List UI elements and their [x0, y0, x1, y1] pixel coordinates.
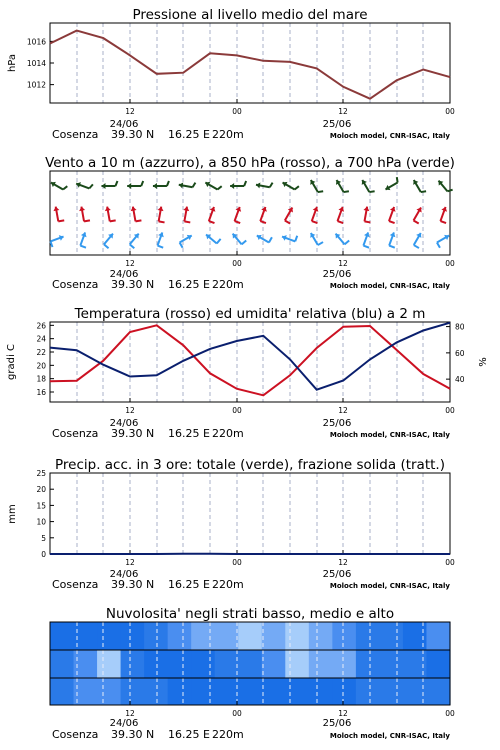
location-name: Cosenza — [52, 728, 99, 741]
wind-barb-feather — [269, 237, 272, 242]
cloud-cell — [332, 650, 356, 678]
wind-barb-head — [363, 207, 369, 211]
x-tick-label: 00 — [232, 107, 242, 116]
date-label: 25/06 — [322, 718, 352, 729]
precip-title: Precip. acc. in 3 ore: totale (verde), frazione solida (tratt.) — [55, 457, 445, 473]
cloud-cell — [332, 678, 356, 705]
cloud-cell — [262, 622, 286, 650]
wind-barb — [105, 207, 116, 222]
x-tick-label: 00 — [232, 709, 242, 718]
location-lat: 39.30 N — [111, 278, 155, 291]
location-name: Cosenza — [52, 128, 99, 141]
cloud-cell — [97, 678, 121, 705]
wind-barb — [131, 207, 142, 222]
model-credit: Moloch model, CNR-ISAC, Italy — [329, 431, 450, 439]
location-name: Cosenza — [52, 427, 99, 440]
cloud-cell — [168, 622, 192, 650]
wind-barb — [363, 207, 370, 223]
cloud-cell — [285, 678, 309, 705]
y-tick-label: 0 — [41, 550, 46, 559]
location-lat: 39.30 N — [111, 728, 155, 741]
humidity-ylabel: % — [478, 357, 489, 367]
cloud-cell — [97, 622, 121, 650]
wind-barb-feather — [180, 243, 183, 248]
cloud-cell — [238, 650, 262, 678]
wind-barb — [230, 181, 246, 189]
x-tick-label: 12 — [338, 558, 348, 567]
wind-barb-feather — [344, 191, 349, 192]
wind-barb-head — [79, 207, 85, 211]
wind-barb — [440, 207, 447, 223]
x-tick-label: 00 — [445, 406, 455, 415]
location-name: Cosenza — [52, 278, 99, 291]
wind-barb — [389, 207, 396, 223]
cloud-cell — [262, 650, 286, 678]
y-tick-label: 25 — [36, 469, 46, 478]
cloud-cell — [309, 678, 333, 705]
wind-barb-feather — [217, 186, 221, 189]
x-tick-label: 12 — [338, 406, 348, 415]
x-tick-label: 12 — [338, 107, 348, 116]
location-alt: 220m — [212, 728, 244, 741]
y-tick-label: 24 — [36, 334, 46, 344]
cloud-title: Nuvolosita' negli strati basso, medio e alto — [105, 606, 395, 622]
wind-barb-head — [230, 183, 234, 189]
precip-ylabel: mm — [7, 504, 18, 524]
wind-barb-head — [256, 183, 260, 189]
location-alt: 220m — [212, 128, 244, 141]
wind-barb-feather — [421, 191, 426, 192]
y-tick-label: 1012 — [26, 80, 46, 90]
cloud-cell — [309, 650, 333, 678]
wind-barb-head — [153, 183, 157, 189]
wind-barb-feather — [84, 220, 90, 221]
cloud-cell — [379, 622, 403, 650]
location-lon: 16.25 E — [168, 728, 210, 741]
date-label: 24/06 — [109, 269, 139, 280]
wind-barb-head — [158, 207, 164, 211]
wind-barb-feather — [389, 221, 395, 223]
pressure-frame — [50, 23, 450, 103]
wind-barb — [183, 207, 190, 223]
model-credit: Moloch model, CNR-ISAC, Italy — [329, 582, 450, 590]
cloud-cell — [168, 650, 192, 678]
cloud-cell — [379, 650, 403, 678]
wind-barb-feather — [104, 244, 109, 248]
cloud-cell — [238, 678, 262, 705]
wind-barb-head — [105, 207, 111, 211]
pressure-ylabel: hPa — [7, 53, 18, 73]
precip-panel — [7, 457, 455, 591]
cloud-cell — [215, 650, 239, 678]
x-tick-label: 00 — [445, 709, 455, 718]
cloud-cell — [309, 622, 333, 650]
cloud-cell — [356, 678, 380, 705]
wind-barb-head — [183, 207, 189, 211]
x-tick-label: 00 — [232, 558, 242, 567]
y-tick-label: 80 — [455, 322, 465, 332]
wind-barb — [413, 180, 426, 192]
y-tick-label: 1016 — [26, 37, 46, 47]
model-credit: Moloch model, CNR-ISAC, Italy — [329, 282, 450, 290]
location-lat: 39.30 N — [111, 578, 155, 591]
temperature-frame — [50, 322, 450, 402]
y-tick-label: 26 — [36, 321, 46, 331]
wind-barb-feather — [447, 190, 452, 192]
wind-barb — [158, 232, 164, 247]
wind-barb-head — [127, 183, 131, 189]
cloud-cell — [144, 622, 168, 650]
cloud-cell — [191, 650, 215, 678]
wind-barb — [130, 234, 139, 249]
wind-barb — [53, 207, 64, 222]
wind-barb — [80, 232, 86, 247]
wind-barb-feather — [295, 186, 299, 189]
cloud-cell — [144, 650, 168, 678]
wind-barb — [206, 235, 221, 244]
wind-barb — [104, 234, 113, 249]
wind-barb-feather — [414, 245, 419, 248]
date-label: 24/06 — [109, 119, 139, 130]
wind-barb-feather — [50, 241, 52, 247]
wind-barb-feather — [437, 243, 440, 248]
wind-barb-feather — [184, 221, 190, 222]
wind-barb-feather — [345, 241, 350, 245]
wind-barb-feather — [364, 221, 370, 222]
wind-barb-feather — [440, 221, 446, 223]
y-tick-label: 20 — [36, 361, 46, 371]
y-tick-label: 22 — [36, 348, 46, 357]
location-lon: 16.25 E — [168, 427, 210, 440]
wind-barb — [363, 232, 369, 247]
humidity-line — [50, 323, 450, 390]
x-tick-label: 00 — [445, 558, 455, 567]
wind-barb — [414, 233, 422, 248]
wind-barb-feather — [285, 220, 290, 223]
wind-barb-feather — [318, 242, 323, 245]
date-label: 25/06 — [322, 418, 352, 429]
location-alt: 220m — [212, 427, 244, 440]
wind-barb-feather — [369, 191, 374, 192]
y-tick-label: 15 — [36, 501, 46, 511]
wind-barb — [79, 207, 90, 222]
y-tick-label: 18 — [36, 374, 46, 384]
cloud-cell — [97, 650, 121, 678]
wind-barb-feather — [338, 221, 344, 223]
wind-barb-feather — [115, 181, 117, 186]
wind-barb — [50, 235, 63, 247]
wind-barb-feather — [244, 181, 246, 186]
wind-title: Vento a 10 m (azzurro), a 850 hPa (rosso), a 700 hPa (verde) — [45, 155, 455, 171]
wind-barb — [235, 207, 242, 223]
x-tick-label: 12 — [125, 259, 135, 268]
wind-barb-feather — [193, 183, 196, 188]
wind-barb — [101, 181, 117, 189]
temperature-panel — [6, 306, 489, 440]
cloud-cell — [379, 678, 403, 705]
cloud-cell — [426, 650, 450, 678]
x-tick-label: 00 — [232, 259, 242, 268]
wind-barb — [233, 234, 247, 245]
wind-barb — [336, 234, 350, 245]
cloud-cell — [121, 650, 145, 678]
wind-barb-feather — [363, 246, 369, 248]
x-tick-label: 12 — [125, 406, 135, 415]
cloud-cell — [144, 678, 168, 705]
cloud-cell — [332, 622, 356, 650]
location-alt: 220m — [212, 278, 244, 291]
wind-barb — [336, 180, 349, 192]
x-tick-label: 12 — [338, 259, 348, 268]
cloud-cell — [50, 622, 74, 650]
wind-barb-feather — [159, 221, 165, 222]
cloud-cell — [356, 622, 380, 650]
y-tick-label: 40 — [455, 375, 465, 385]
y-tick-label: 16 — [36, 388, 46, 397]
wind-barb — [51, 182, 67, 190]
wind-barb-feather — [242, 241, 247, 245]
pressure-panel — [7, 7, 455, 141]
temperature-title: Temperatura (rosso) ed umidita' relativa (blu) a 2 m — [74, 306, 426, 322]
cloud-cell — [215, 622, 239, 650]
wind-barb-feather — [270, 183, 273, 188]
model-credit: Moloch model, CNR-ISAC, Italy — [329, 732, 450, 740]
y-tick-label: 20 — [36, 485, 46, 495]
y-tick-label: 5 — [41, 533, 46, 543]
wind-barb-feather — [167, 181, 169, 186]
wind-barb — [389, 232, 395, 247]
cloud-cell — [121, 622, 145, 650]
x-tick-label: 00 — [445, 259, 455, 268]
wind-barb-feather — [414, 220, 419, 223]
cloud-cell — [238, 622, 262, 650]
wind-barb — [179, 183, 196, 189]
wind-barb-feather — [397, 177, 398, 182]
wind-barb-feather — [141, 181, 143, 186]
wind-barb-feather — [89, 184, 93, 188]
wind-barb — [414, 208, 422, 224]
date-label: 24/06 — [109, 569, 139, 580]
cloud-cell — [121, 678, 145, 705]
cloud-cell — [50, 650, 74, 678]
cloud-cell — [191, 678, 215, 705]
wind-barb-feather — [389, 246, 395, 248]
location-lon: 16.25 E — [168, 278, 210, 291]
location-name: Cosenza — [52, 578, 99, 591]
location-lat: 39.30 N — [111, 427, 155, 440]
wind-barb — [158, 207, 165, 223]
cloud-cell — [191, 622, 215, 650]
x-tick-label: 00 — [232, 406, 242, 415]
temperature-ylabel: gradi C — [6, 344, 17, 380]
wind-barb — [385, 177, 397, 190]
x-tick-label: 12 — [338, 709, 348, 718]
wind-barb-feather — [58, 220, 64, 221]
cloud-cell — [285, 622, 309, 650]
precip-frame — [50, 473, 450, 554]
cloud-cell — [426, 622, 450, 650]
cloud-cell — [285, 650, 309, 678]
cloud-cell — [50, 678, 74, 705]
wind-barb-feather — [158, 246, 164, 248]
wind-barb — [153, 181, 169, 189]
cloud-panel — [50, 606, 455, 741]
wind-barb — [76, 182, 93, 188]
wind-barb-feather — [295, 236, 297, 242]
wind-barb — [283, 182, 299, 190]
wind-barb — [257, 235, 272, 243]
location-lon: 16.25 E — [168, 128, 210, 141]
cloud-cell — [215, 678, 239, 705]
x-tick-label: 12 — [125, 558, 135, 567]
wind-barb-feather — [217, 239, 221, 244]
cloud-cell — [356, 650, 380, 678]
cloud-cell — [262, 678, 286, 705]
wind-barb-feather — [136, 220, 142, 221]
wind-barb-feather — [235, 221, 241, 223]
wind-barb-feather — [260, 221, 266, 223]
wind-barb — [180, 235, 192, 248]
temperature-line — [50, 325, 450, 395]
y-tick-label: 10 — [36, 517, 46, 527]
location-alt: 220m — [212, 578, 244, 591]
date-label: 25/06 — [322, 119, 352, 130]
wind-barb-feather — [318, 191, 323, 192]
wind-barb — [260, 207, 267, 223]
wind-barb-feather — [80, 246, 86, 248]
wind-barb-head — [53, 207, 59, 211]
wind-barb-feather — [110, 220, 116, 221]
location-lon: 16.25 E — [168, 578, 210, 591]
wind-barb-feather — [63, 186, 67, 189]
pressure-title: Pressione al livello medio del mare — [132, 7, 368, 23]
y-tick-label: 1014 — [26, 59, 46, 68]
wind-barb — [362, 180, 375, 192]
wind-barb — [437, 235, 449, 248]
model-credit: Moloch model, CNR-ISAC, Italy — [329, 132, 450, 140]
cloud-cell — [168, 678, 192, 705]
x-tick-label: 12 — [125, 709, 135, 718]
y-tick-label: 60 — [455, 348, 465, 358]
location-lat: 39.30 N — [111, 128, 155, 141]
date-label: 24/06 — [109, 718, 139, 729]
cloud-cell — [426, 678, 450, 705]
wind-barb-feather — [130, 244, 135, 248]
date-label: 25/06 — [322, 269, 352, 280]
date-label: 24/06 — [109, 418, 139, 429]
x-tick-label: 12 — [125, 107, 135, 116]
date-label: 25/06 — [322, 569, 352, 580]
wind-barb — [256, 183, 273, 189]
wind-barb-head — [131, 207, 137, 211]
wind-panel — [45, 155, 455, 291]
pressure-line — [50, 31, 450, 99]
wind-barb — [285, 208, 293, 224]
wind-barb — [205, 182, 221, 190]
x-tick-label: 00 — [445, 107, 455, 116]
